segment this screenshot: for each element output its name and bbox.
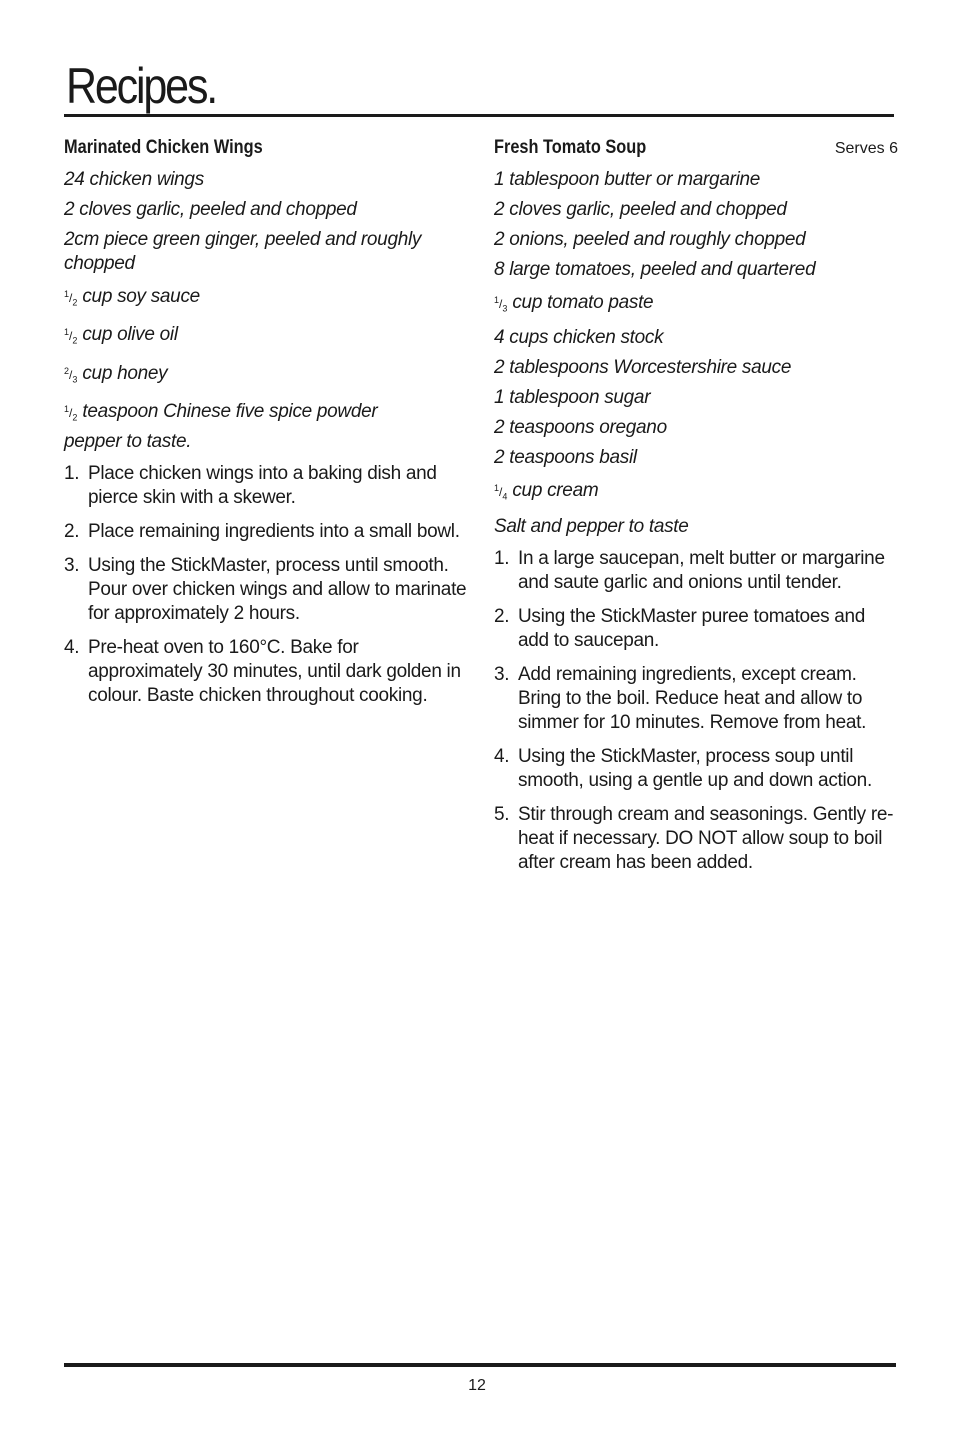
fraction-numerator: 1 [494,483,500,494]
ingredient-item [64,359,476,391]
ingredient-list [494,168,898,539]
ingredient-text: cup tomato paste [512,292,654,313]
step-number: 4. [64,636,80,658]
ingredient-item [64,228,476,276]
ingredient-text: cup soy sauce [82,286,200,307]
method-step [64,636,476,708]
recipe-header [64,136,476,162]
fraction: $^1/_4$ [494,483,508,502]
ingredient-item [64,168,476,192]
fraction-denominator: 2 [72,412,78,423]
step-number: 2. [64,520,80,542]
step-text: Using the StickMaster, process soup until smooth, using a gentle up and down action. [518,745,872,791]
ingredient-text: 24 chicken wings [64,169,204,190]
fraction: $^1/_3$ [494,295,508,314]
step-text: Pre-heat oven to 160°C. Bake for approximately 30 minutes, until dark golden in colour. Baste chicken throughout cooking. [88,636,461,706]
fraction-denominator: 3 [72,374,78,385]
ingredient-text: 2 tablespoons Worcestershire sauce [494,357,792,379]
method-step [64,520,476,544]
ingredient-text: 8 large tomatoes, peeled and quartered [494,259,816,280]
fraction-numerator: 1 [494,295,500,305]
ingredient-text: 1 tablespoon sugar [494,387,651,409]
ingredient-text: 2 cloves garlic, peeled and chopped [64,199,357,220]
fraction-denominator: 3 [502,303,508,314]
ingredient-list [64,168,476,454]
step-number: 1. [64,462,80,484]
step-text: Place chicken wings into a baking dish and pierce skin with a skewer. [88,462,437,508]
fraction: $^1/_2$ [64,289,78,308]
ingredient-item [494,476,898,508]
fraction-denominator: 2 [72,297,78,308]
method-steps [64,462,476,708]
fraction-denominator: 4 [502,491,508,502]
ingredient-item [494,168,898,192]
ingredient-text: cup honey [82,362,168,384]
ingredient-text: cup olive oil [82,324,178,346]
page-title: Recipes. [66,58,217,114]
ingredient-text: 2 teaspoons oregano [494,417,667,439]
method-step [64,554,476,626]
ingredient-item [494,288,898,320]
fraction: $^1/_2$ [64,404,78,423]
step-text: Using the StickMaster puree tomatoes and add to saucepan. [518,605,866,651]
method-step [494,605,898,653]
method-steps [494,547,898,875]
ingredient-item [494,515,898,539]
fraction-numerator: 1 [64,327,70,338]
ingredient-text: Salt and pepper to taste [494,515,689,537]
bottom-divider [64,1363,896,1367]
ingredient-item [494,258,898,282]
ingredient-text: 4 cups chicken stock [494,327,664,349]
method-step [64,462,476,510]
step-number: 2. [494,605,510,627]
ingredient-item [494,356,898,380]
ingredient-text: 2 teaspoons basil [494,447,637,469]
serves-label: Serves 6 [834,140,898,157]
step-number: 3. [64,554,80,576]
ingredient-text: cup cream [512,480,599,502]
step-number: 5. [494,803,510,825]
ingredient-item [64,397,476,453]
recipe-fresh-tomato-soup [494,136,898,885]
step-text: Place remaining ingredients into a small bowl. [88,520,460,542]
fraction-numerator: 2 [64,365,70,376]
ingredient-item [494,198,898,222]
step-number: 4. [494,745,510,767]
fraction-numerator: 1 [64,289,70,299]
ingredient-text: 2cm piece green ginger, peeled and roughly chopped [64,229,422,274]
ingredient-text: 2 onions, peeled and roughly chopped [494,229,806,250]
ingredient-item [64,198,476,222]
method-step [494,803,898,875]
fraction-numerator: 1 [64,404,70,415]
ingredient-item [494,228,898,252]
fraction: $^2/_3$ [64,365,78,385]
step-text: Stir through cream and seasonings. Gently re-heat if necessary. DO NOT allow soup to boil after cream has been added. [518,803,894,873]
step-text: Add remaining ingredients, except cream. Bring to the boil. Reduce heat and allow to simmer for 10 minutes. Remove from heat. [518,663,867,733]
ingredient-text: 1 tablespoon butter or margarine [494,169,761,190]
top-divider [64,114,894,117]
fraction-denominator: 2 [72,335,78,346]
step-number: 3. [494,663,510,685]
recipe-marinated-chicken-wings [64,136,476,718]
recipe-title: Fresh Tomato Soup [494,137,647,158]
method-step [494,663,898,735]
ingredient-item [494,326,898,350]
ingredient-text: 2 cloves garlic, peeled and chopped [494,199,787,220]
step-number: 1. [494,547,510,569]
ingredient-item [64,282,476,314]
method-step [494,547,898,595]
recipe-title: Marinated Chicken Wings [64,137,263,158]
step-text: Using the StickMaster, process until smooth. Pour over chicken wings and allow to marinate for approximately 2 hours. [88,554,467,624]
ingredient-item [494,386,898,410]
method-step [494,745,898,793]
ingredient-item [64,320,476,352]
ingredient-text: teaspoon Chinese five spice powder [82,401,378,423]
recipe-header [494,136,898,162]
ingredient-item [494,446,898,470]
step-text: In a large saucepan, melt butter or margarine and saute garlic and onions until tender. [518,547,885,593]
page-number: 12 [468,1377,486,1394]
ingredient-item [494,416,898,440]
fraction: $^1/_2$ [64,327,78,346]
ingredient-text: pepper to taste. [64,430,192,452]
